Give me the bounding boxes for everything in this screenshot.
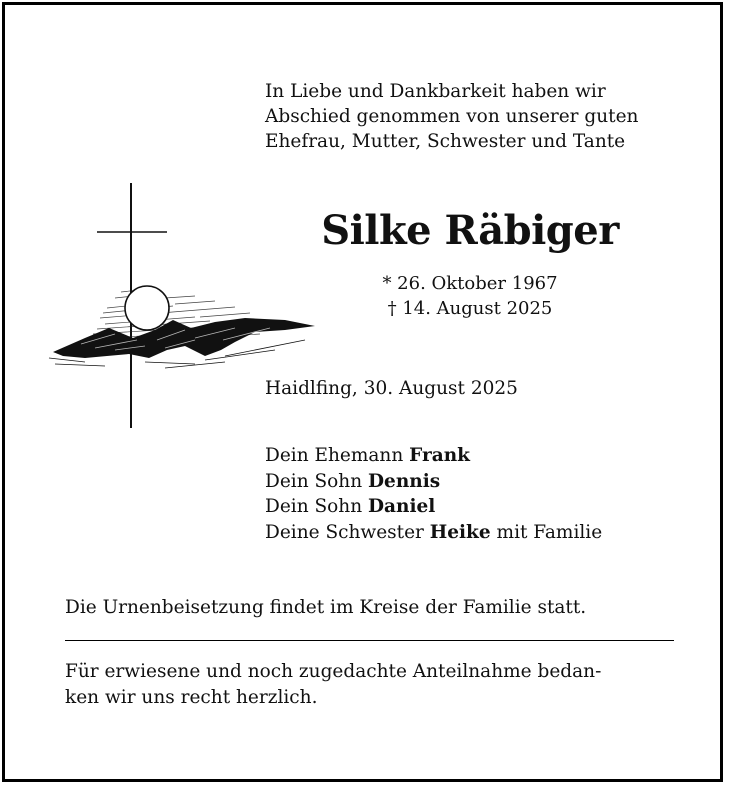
urn-notice: Die Urnenbeisetzung findet im Kreise der Familie statt. [65,597,587,618]
family-member [265,469,602,495]
thanks-text [65,659,675,711]
relation: Dein Sohn [265,496,369,517]
intro-text [265,79,638,154]
birth-date: * 26. Oktober 1967 [382,273,558,294]
intro-line: Ehefrau, Mutter, Schwester und Tante [265,131,626,152]
place-and-date: Haidlfing, 30. August 2025 [265,378,518,399]
member-name: Daniel [368,496,436,517]
intro-line: In Liebe und Dankbarkeit haben wir [265,81,606,102]
family-member [265,443,602,469]
family-member [265,494,602,520]
life-dates [255,271,685,321]
thanks-line: ken wir uns recht herzlich. [65,687,318,708]
member-name: Frank [409,445,470,466]
deceased-name: Silke Räbiger [321,207,619,254]
divider [65,640,674,641]
member-name: Dennis [368,470,441,492]
relation: Dein Ehemann [265,445,410,466]
member-name: Heike [429,521,491,543]
relation: Dein Sohn [265,470,369,492]
thanks-line: Für erwiesene und noch zugedachte Anteilnahme bedan- [65,661,602,682]
relation-suffix: mit Familie [490,521,603,543]
relation: Deine Schwester [265,521,430,543]
obituary-card [2,2,723,782]
family-list [265,443,602,545]
intro-line: Abschied genommen von unserer guten [265,106,639,127]
family-member [265,520,602,546]
death-date: † 14. August 2025 [387,298,553,319]
